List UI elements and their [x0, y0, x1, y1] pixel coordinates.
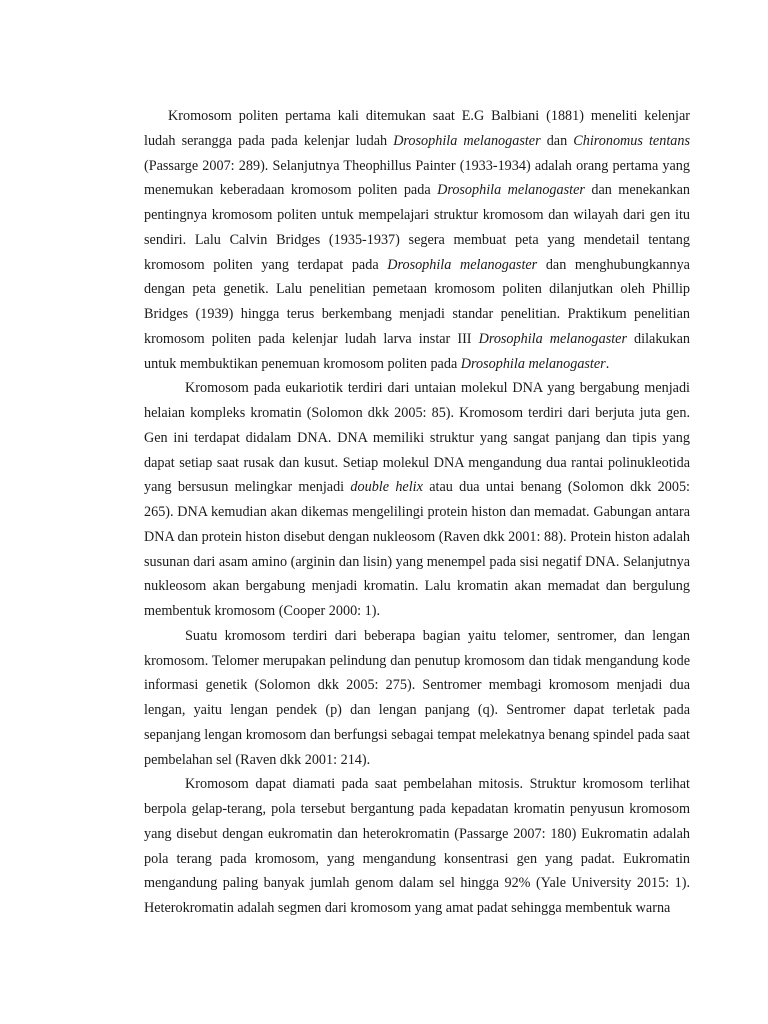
text-segment: (Passarge 2007: 289). Selanjutnya Theophillus Painter (1933-1934) adalah orang pertama yang menemukan keberadaan kromosom politen pada: [144, 157, 690, 199]
text-segment: dilakukan untuk membuktikan penemuan kromosom politen pada: [144, 330, 690, 372]
text-segment: Kromosom politen pertama kali ditemukan saat E.G Balbiani (1881) meneliti kelenjar ludah serangga pada pada kelenjar ludah: [144, 108, 690, 149]
text-segment: .: [605, 355, 610, 372]
species-name: Drosophila melanogaster: [460, 355, 606, 372]
text-segment: Suatu kromosom terdiri dari beberapa bagian yaitu telomer, sentromer, dan lengan kromosom. Telomer merupakan pelindung dan penutup kromosom dan tidak mengandung kode informasi genetik (Solomon dkk 2005: 275). Sentromer membagi kromosom menjadi dua lengan, yaitu lengan pendek (p) dan lengan panjang (q). Sentromer dapat terletak pada sepanjang lengan kromosom dan berfungsi sebagai tempat melekatnya benang spindel pada saat pembelahan sel (Raven dkk 2001: 214).: [144, 627, 690, 768]
italic-term: double helix: [350, 479, 423, 496]
text-segment: dan: [540, 132, 574, 149]
paragraph-1: [144, 104, 690, 376]
text-segment: dan menekankan pentingnya kromosom politen untuk mempelajari struktur kromosom dan wilayah dari gen itu sendiri. Lalu Calvin Bridges (1935-1937) segera membuat peta yang mendetail tentang kromosom politen yang terdapat pada: [144, 182, 690, 273]
paragraph-4: [144, 772, 690, 921]
paragraph-2: [144, 376, 690, 624]
text-segment: dan menghubungkannya dengan peta genetik. Lalu penelitian pemetaan kromosom politen dilanjutkan oleh Phillip Bridges (1939) hingga terus berkembang menjadi standar penelitian. Praktikum penelitian kromosom politen pada kelenjar ludah larva instar III: [144, 256, 690, 347]
species-name: Drosophila melanogaster: [478, 330, 627, 347]
species-name: Drosophila melanogaster: [387, 256, 538, 273]
paragraph-3: [144, 624, 690, 773]
text-segment: Kromosom pada eukariotik terdiri dari untaian molekul DNA yang bergabung menjadi helaian kompleks kromatin (Solomon dkk 2005: 85). Kromosom terdiri dari berjuta juta gen. Gen ini terdapat didalam DNA. DNA memiliki struktur yang sangat panjang dan tipis yang dapat setiap saat rusak dan kusut. Setiap molekul DNA mengandung dua rantai polinukleotida yang bersusun melingkar menjadi: [144, 380, 690, 496]
text-segment: atau dua untai benang (Solomon dkk 2005: 265). DNA kemudian akan dikemas mengelilingi protein histon dan memadat. Gabungan antara DNA dan protein histon disebut dengan nukleosom (Raven dkk 2001: 88). Protein histon adalah susunan dari asam amino (arginin dan lisin) yang menempel pada sisi negatif DNA. Selanjutnya nukleosom akan bergabung menjadi kromatin. Lalu kromatin akan memadat dan bergulung membentuk kromosom (Cooper 2000: 1).: [144, 479, 690, 619]
species-name: Drosophila melanogaster: [393, 132, 541, 149]
species-name: Drosophila melanogaster: [437, 182, 585, 199]
document-body: [144, 104, 690, 921]
species-name: Chironomus tentans: [573, 132, 690, 149]
text-segment: Kromosom dapat diamati pada saat pembelahan mitosis. Struktur kromosom terlihat berpola gelap-terang, pola tersebut bergantung pada kepadatan kromatin penyusun kromosom yang disebut dengan eukromatin dan heterokromatin (Passarge 2007: 180) Eukromatin adalah pola terang pada kromosom, yang mengandung konsentrasi gen yang padat. Eukromatin mengandung paling banyak jumlah genom dalam sel hingga 92% (Yale University 2015: 1). Heterokromatin adalah segmen dari kromosom yang amat padat sehingga membentuk warna: [144, 776, 690, 916]
